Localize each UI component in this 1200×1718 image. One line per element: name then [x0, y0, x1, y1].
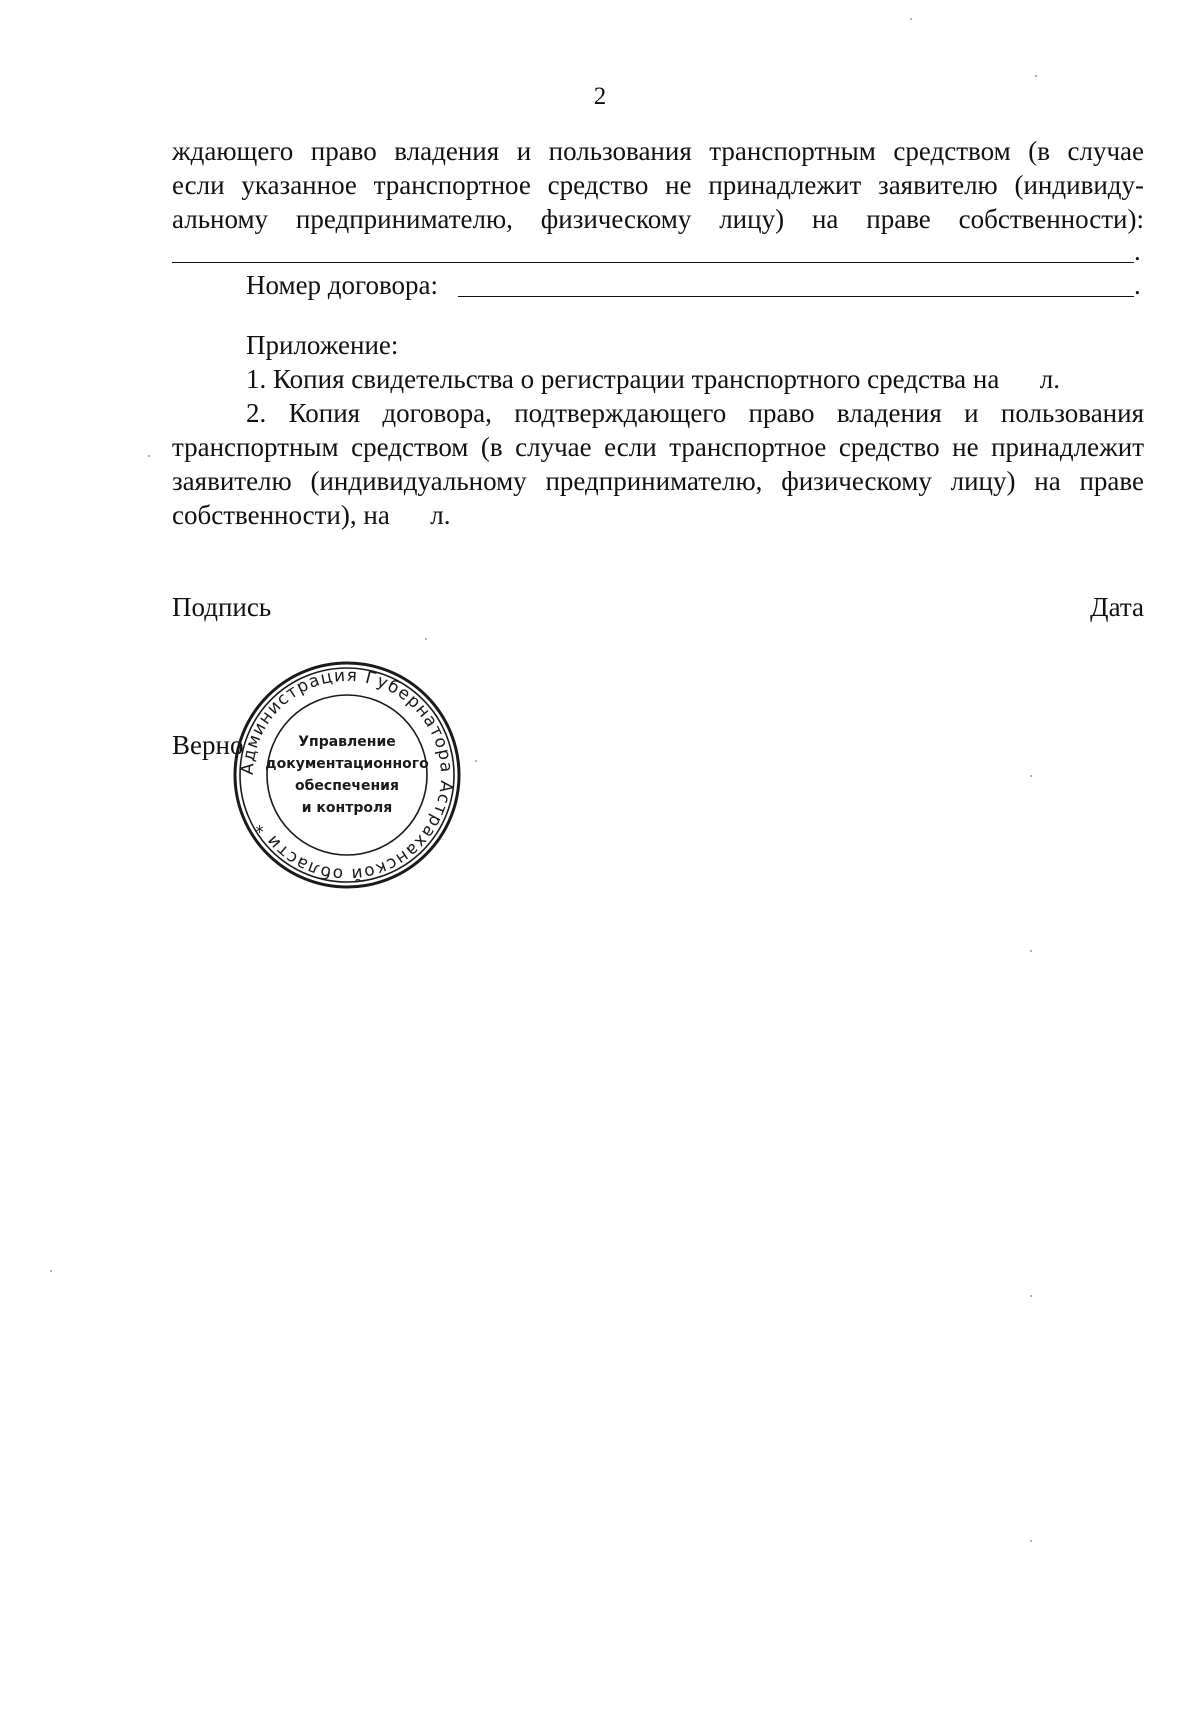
official-stamp: [232, 660, 462, 890]
contract-blank-dot: .: [1134, 270, 1141, 300]
verno-label: Верно: [172, 730, 244, 760]
stamp-center-line: и контроля: [301, 800, 393, 816]
scan-speck: [50, 1270, 52, 1272]
stamp-outer-ring: [235, 663, 459, 887]
ownership-blank-dot: .: [1134, 236, 1141, 266]
scan-speck: [1030, 775, 1032, 777]
stamp-center-line: Управление: [298, 734, 396, 750]
ownership-blank-row: [172, 236, 1144, 270]
appendix-item-2-line: заявителю (индивидуальному предпринимателю, физическому лицу) на праве: [172, 466, 1144, 496]
paragraph-ownership: [172, 134, 1144, 236]
contract-blank-line: [458, 296, 1134, 297]
ownership-blank-line: [172, 262, 1134, 263]
stamp-center-line: документационного: [265, 756, 429, 772]
appendix-item-2-line: собственности), на л.: [172, 500, 451, 530]
scan-speck: [425, 638, 427, 640]
contract-number-label: Номер договора:: [246, 270, 438, 300]
scan-speck: [148, 455, 150, 457]
scan-speck: [1030, 950, 1032, 952]
paragraph-line: ждающего право владения и пользования транспортным средством (в случае: [172, 136, 1144, 166]
appendix-item-2-line: транспортным средством (в случае если транспортное средство не принадлежит: [172, 432, 1144, 462]
scan-speck: [475, 760, 477, 762]
scan-speck: [1030, 1295, 1032, 1297]
appendix-item-2-line: 2. Копия договора, подтверждающего право владения и пользования: [246, 398, 1144, 428]
scan-speck: [910, 18, 912, 20]
appendix-heading: Приложение:: [246, 330, 399, 360]
scan-speck: [1030, 1540, 1032, 1542]
paragraph-line: альному предпринимателю, физическому лицу) на праве собственности):: [172, 204, 1144, 234]
appendix-item-1: 1. Копия свидетельства о регистрации транспортного средства на л.: [246, 364, 1061, 394]
contract-blank-row: [172, 268, 1144, 302]
appendix-section: [172, 328, 1144, 532]
stamp-ring-text-node: [238, 666, 456, 884]
scan-speck: [1035, 75, 1037, 77]
paragraph-line: если указанное транспортное средство не принадлежит заявителю (индивиду-: [172, 170, 1144, 200]
stamp-ring-text: Администрация Губернатора Астраханской области *: [237, 665, 457, 885]
date-label: Дата: [1090, 592, 1144, 622]
page-number: 2: [593, 83, 607, 110]
stamp-center-line: обеспечения: [295, 778, 399, 794]
signature-label: Подпись: [172, 592, 272, 622]
stamp-inner-ring: [267, 695, 427, 855]
